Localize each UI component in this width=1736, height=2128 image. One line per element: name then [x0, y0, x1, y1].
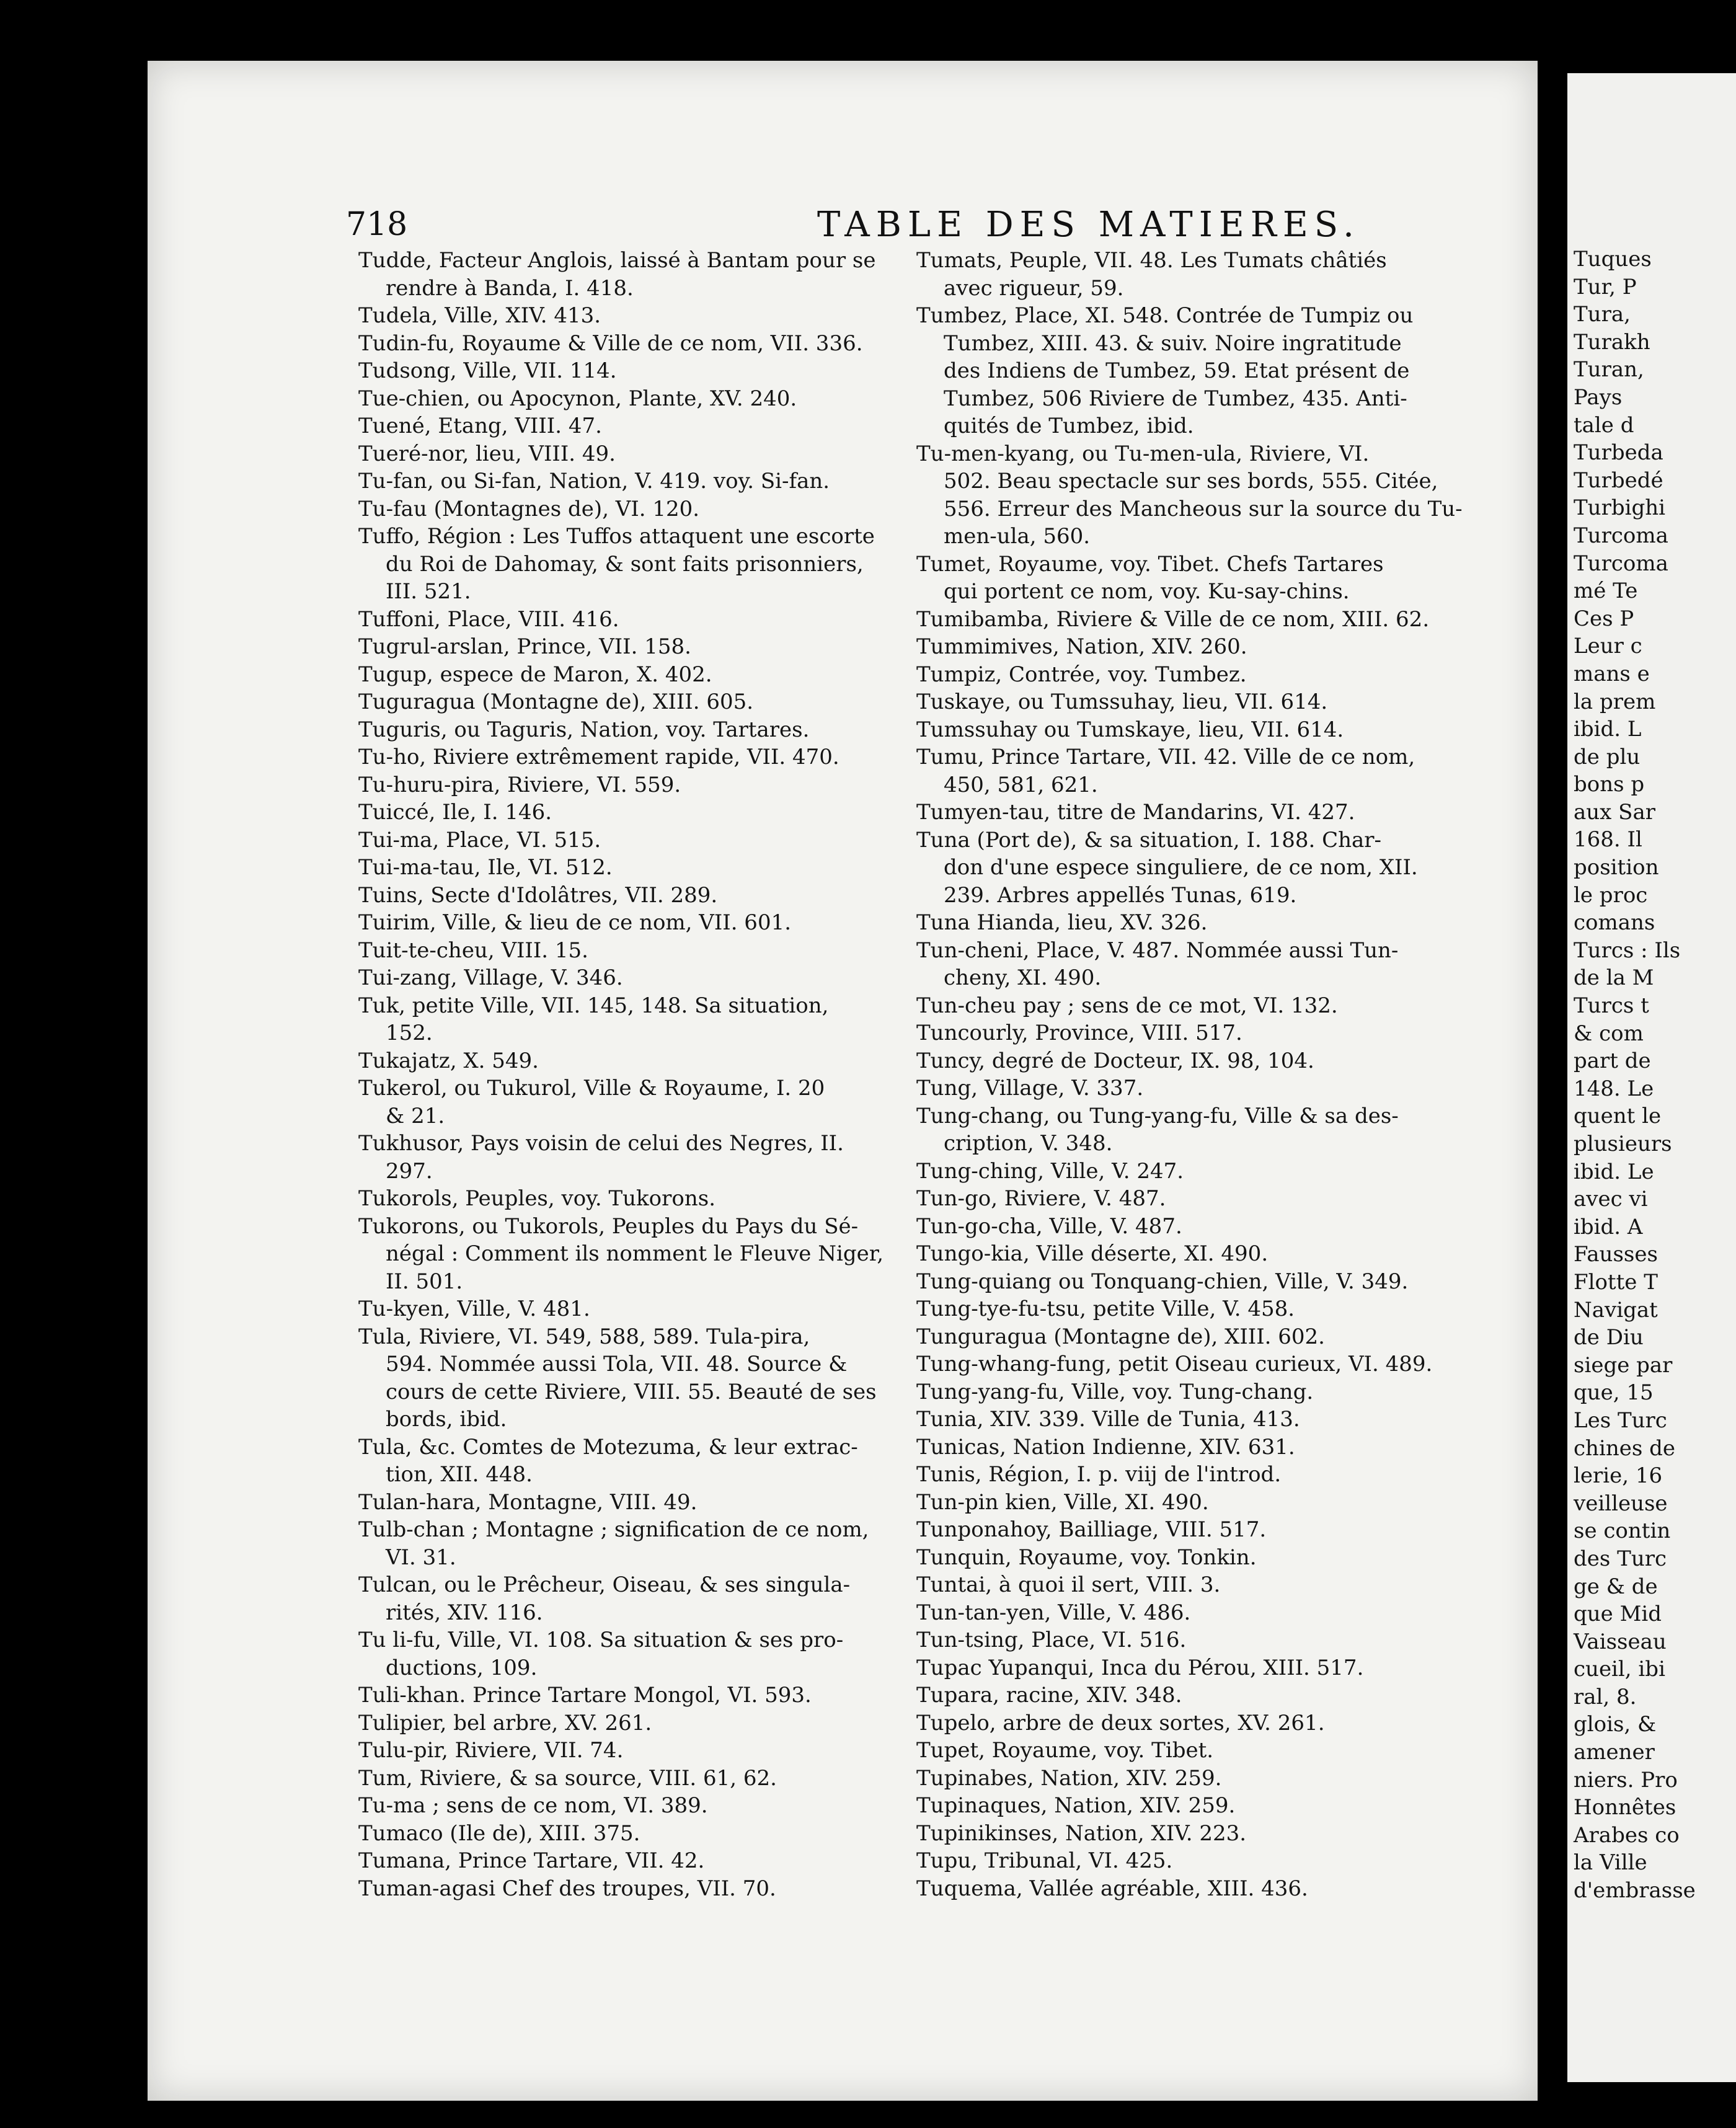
index-entry [916, 1019, 1598, 1047]
index-entry [916, 1434, 1598, 1461]
index-entry [916, 743, 1598, 799]
index-entry-line: Tumyen-tau, titre de Mandarins, VI. 427. [916, 800, 1355, 825]
index-entry-continuation: qui portent ce nom, voy. Ku-say-chins. [944, 579, 1350, 604]
index-entry [916, 1378, 1598, 1406]
index-entry-line: Tunponahoy, Bailliage, VIII. 517. [916, 1517, 1267, 1542]
index-entry-line: Tue-chien, ou Apocynon, Plante, XV. 240. [358, 386, 797, 411]
adjacent-page-line: des Turc [1574, 1546, 1667, 1571]
index-entry-line: Tulcan, ou le Prêcheur, Oiseau, & ses singula- [358, 1572, 851, 1597]
index-entry-line: Tung-quiang ou Tonquang-chien, Ville, V. 349. [916, 1269, 1409, 1294]
adjacent-page-line: Arabes co [1574, 1822, 1680, 1848]
index-entry-line: Tui-ma, Place, VI. 515. [358, 827, 601, 853]
index-entry [916, 1820, 1598, 1848]
index-entry [916, 1268, 1598, 1296]
index-entry [916, 716, 1598, 744]
index-entry-continuation: tion, XII. 448. [386, 1462, 533, 1487]
index-entry-line: Tulan-hara, Montagne, VIII. 49. [358, 1489, 698, 1515]
index-entry-line: Tu-men-kyang, ou Tu-men-ula, Riviere, VI. [916, 441, 1370, 466]
adjacent-page-line: mans e [1574, 661, 1650, 686]
index-entry [916, 1654, 1598, 1682]
index-entry-line: Tun-cheu pay ; sens de ce mot, VI. 132. [916, 993, 1338, 1018]
index-entry-line: Tuntai, à quoi il sert, VIII. 3. [916, 1572, 1221, 1597]
adjacent-page-line: Les Turc [1574, 1408, 1667, 1433]
adjacent-page-line: bons p [1574, 772, 1645, 797]
index-entry-line: Tukajatz, X. 549. [358, 1048, 539, 1073]
index-entry-line: Tung-tye-fu-tsu, petite Ville, V. 458. [916, 1297, 1295, 1321]
index-entry [916, 1350, 1598, 1378]
index-entry [916, 1406, 1598, 1434]
index-entry-line: Tula, &c. Comtes de Motezuma, & leur extrac- [358, 1434, 858, 1460]
index-entry-continuation: quités de Tumbez, ibid. [944, 414, 1194, 438]
adjacent-page-line: la Ville [1574, 1850, 1647, 1876]
index-entry [916, 1737, 1598, 1765]
index-entry-line: Tuiccé, Ile, I. 146. [358, 800, 552, 825]
index-entry-line: Tupinabes, Nation, XIV. 259. [916, 1765, 1222, 1791]
adjacent-page-line: se contin [1574, 1518, 1671, 1544]
adjacent-page-line: Leur c [1574, 634, 1642, 659]
index-entry-line: Tummimives, Nation, XIV. 260. [916, 634, 1247, 659]
index-entry-line: Tumet, Royaume, voy. Tibet. Chefs Tartares [916, 551, 1384, 577]
adjacent-page-line: Turbedé [1574, 468, 1663, 493]
index-entry-line: Tukorols, Peuples, voy. Tukorons. [358, 1186, 716, 1211]
index-entry-line: Tuguris, ou Taguris, Nation, voy. Tartares. [358, 717, 810, 742]
index-entry-line: Tumana, Prince Tartare, VII. 42. [358, 1848, 705, 1873]
index-entry-line: Tupara, racine, XIV. 348. [916, 1683, 1182, 1708]
index-entry-line: Tudde, Facteur Anglois, laissé à Bantam pour se [358, 248, 876, 273]
adjacent-page-fragment [1567, 73, 1736, 2082]
adjacent-page-line: quent le [1574, 1104, 1662, 1129]
index-entry-line: Tung-whang-fung, petit Oiseau curieux, VI. 489. [916, 1352, 1433, 1377]
index-entry [916, 1240, 1598, 1268]
index-entry-line: Tugup, espece de Maron, X. 402. [358, 662, 712, 687]
index-entry-continuation: cours de cette Riviere, VIII. 55. Beauté de ses [386, 1379, 877, 1404]
index-entry-line: Tukerol, ou Tukurol, Ville & Royaume, I. 20 [358, 1076, 825, 1101]
index-entry [916, 606, 1598, 634]
index-entry-continuation: Tumbez, 506 Riviere de Tumbez, 435. Anti- [944, 386, 1407, 411]
index-entry-line: Tun-pin kien, Ville, XI. 490. [916, 1489, 1209, 1515]
index-entry [916, 1047, 1598, 1075]
adjacent-page-line: ibid. L [1574, 717, 1642, 742]
adjacent-page-line: Turcs t [1574, 993, 1649, 1019]
index-entry [916, 1792, 1598, 1820]
adjacent-page-line: Tur, P [1574, 274, 1637, 299]
index-entry-continuation: négal : Comment ils nomment le Fleuve Niger, [386, 1241, 884, 1266]
index-entry-line: Tumats, Peuple, VII. 48. Les Tumats châtiés [916, 248, 1387, 273]
index-entry-line: Tumssuhay ou Tumskaye, lieu, VII. 614. [916, 717, 1344, 742]
index-entry-continuation: rités, XIV. 116. [386, 1600, 543, 1625]
index-entry-line: Tupinikinses, Nation, XIV. 223. [916, 1820, 1247, 1846]
index-entry-line: Tu-ma ; sens de ce nom, VI. 389. [358, 1793, 708, 1818]
adjacent-page-line: mé Te [1574, 579, 1638, 604]
index-entry-line: Tuirim, Ville, & lieu de ce nom, VII. 601. [358, 910, 792, 935]
adjacent-page-line: tale d [1574, 412, 1634, 438]
adjacent-page-line: que Mid [1574, 1602, 1662, 1627]
adjacent-page-line: avec vi [1574, 1187, 1648, 1212]
index-entry-line: Tuffoni, Place, VIII. 416. [358, 606, 619, 632]
index-entry [916, 1323, 1598, 1351]
index-entry [916, 1489, 1598, 1517]
index-entry-continuation: II. 501. [386, 1269, 463, 1294]
page-header [148, 201, 1538, 250]
adjacent-page-line: Tuques [1574, 247, 1652, 272]
index-entry-line: Tuskaye, ou Tumssuhay, lieu, VII. 614. [916, 689, 1328, 714]
adjacent-page-line: Turan, [1574, 357, 1644, 383]
adjacent-page-line: position [1574, 855, 1659, 880]
index-entry [916, 1185, 1598, 1213]
adjacent-page-line: chines de [1574, 1435, 1675, 1461]
adjacent-page-line: Fausses [1574, 1242, 1658, 1267]
index-entry [916, 937, 1598, 992]
index-entry [916, 1709, 1598, 1737]
index-entry-line: Tun-tsing, Place, VI. 516. [916, 1628, 1187, 1652]
adjacent-page-line: Ces P [1574, 606, 1634, 631]
index-entry-line: Tulb-chan ; Montagne ; signification de ce nom, [358, 1517, 869, 1542]
index-entry-line: Tuguragua (Montagne de), XIII. 605. [358, 689, 754, 714]
index-entry-line: Tui-zang, Village, V. 346. [358, 965, 623, 990]
adjacent-page-line: comans [1574, 910, 1655, 936]
index-entry [916, 909, 1598, 937]
index-entry-continuation: cription, V. 348. [944, 1131, 1113, 1156]
index-entry [916, 688, 1598, 716]
adjacent-page-line: Navigat [1574, 1297, 1658, 1323]
index-entry-line: Tuit-te-cheu, VIII. 15. [358, 938, 588, 963]
index-entry-line: Tu-huru-pira, Riviere, VI. 559. [358, 772, 681, 797]
adjacent-page-line: niers. Pro [1574, 1767, 1678, 1793]
index-entry-line: Tukhusor, Pays voisin de celui des Negres, II. [358, 1131, 844, 1156]
index-entry-line: Tung-chang, ou Tung-yang-fu, Ville & sa des- [916, 1103, 1399, 1128]
adjacent-page-line: aux Sar [1574, 799, 1655, 825]
index-entry-line: Tuk, petite Ville, VII. 145, 148. Sa situation, [358, 993, 829, 1018]
adjacent-page-line: Pays [1574, 384, 1623, 410]
index-entry [916, 1213, 1598, 1241]
index-entry-line: Tugrul-arslan, Prince, VII. 158. [358, 634, 691, 659]
adjacent-page-line: Tura, [1574, 302, 1631, 327]
index-entry-line: Tumaco (Ile de), XIII. 375. [358, 1820, 640, 1846]
adjacent-page-line: de la M [1574, 965, 1654, 991]
index-entry [916, 1765, 1598, 1793]
adjacent-page-line: ibid. A [1574, 1214, 1643, 1239]
adjacent-page-line: Turbeda [1574, 440, 1663, 466]
index-entry-line: Tun-go-cha, Ville, V. 487. [916, 1213, 1182, 1239]
index-entry [916, 1461, 1598, 1489]
index-entry-line: Tudela, Ville, XIV. 413. [358, 303, 601, 328]
adjacent-page-line: d'embrasse [1574, 1878, 1696, 1904]
adjacent-page-line: le proc [1574, 882, 1648, 908]
adjacent-page-line: que, 15 [1574, 1380, 1654, 1406]
index-entry-line: Tung, Village, V. 337. [916, 1076, 1144, 1101]
page-number: 718 [346, 206, 408, 243]
index-entry-line: Tun-cheni, Place, V. 487. Nommée aussi Tun- [916, 938, 1399, 963]
index-entry [916, 1599, 1598, 1627]
adjacent-page-line: Turbighi [1574, 495, 1666, 521]
index-entry-line: Tu li-fu, Ville, VI. 108. Sa situation & ses pro- [358, 1628, 844, 1652]
index-entry [916, 1295, 1598, 1323]
index-entry-line: Tuins, Secte d'Idolâtres, VII. 289. [358, 882, 718, 908]
index-entry-line: Tu-fau (Montagnes de), VI. 120. [358, 496, 700, 521]
index-entry-line: Tupac Yupanqui, Inca du Pérou, XIII. 517. [916, 1655, 1364, 1680]
index-entry-line: Tueré-nor, lieu, VIII. 49. [358, 441, 616, 466]
adjacent-page-text [1574, 246, 1696, 1905]
index-entry [916, 992, 1598, 1020]
index-entry-line: Tum, Riviere, & sa source, VIII. 61, 62. [358, 1765, 777, 1791]
index-entry-line: Tun-tan-yen, Ville, V. 486. [916, 1600, 1191, 1625]
index-entry [916, 1626, 1598, 1654]
adjacent-page-line: Turcoma [1574, 551, 1668, 576]
index-entry-line: Tuncy, degré de Docteur, IX. 98, 104. [916, 1048, 1314, 1073]
index-entry-continuation: VI. 31. [386, 1545, 456, 1570]
index-entry-continuation: don d'une espece singuliere, de ce nom, XII. [944, 855, 1418, 880]
index-entry-continuation: Tumbez, XIII. 43. & suiv. Noire ingratitude [944, 330, 1402, 356]
index-entry [916, 661, 1598, 689]
index-entry-line: Tudin-fu, Royaume & Ville de ce nom, VII. 336. [358, 330, 863, 356]
index-entry-line: Tuna (Port de), & sa situation, I. 188. Char- [916, 827, 1382, 853]
adjacent-page-line: la prem [1574, 689, 1656, 714]
index-entry-line: Tun-go, Riviere, V. 487. [916, 1186, 1166, 1211]
index-entry-continuation: ductions, 109. [386, 1655, 538, 1680]
index-entry [916, 551, 1598, 606]
index-entry-continuation: du Roi de Dahomay, & sont faits prisonniers, [386, 551, 864, 577]
adjacent-page-line: Vaisseau [1574, 1629, 1667, 1654]
index-entry-line: Tuli-khan. Prince Tartare Mongol, VI. 593. [358, 1683, 812, 1708]
index-entry-line: Tu-ho, Riviere extrêmement rapide, VII. 470. [358, 745, 839, 769]
adjacent-page-line: part de [1574, 1048, 1651, 1074]
index-entry [916, 302, 1598, 440]
index-entry-continuation: 502. Beau spectacle sur ses bords, 555. Citée, [944, 469, 1438, 494]
adjacent-page-line: ral, 8. [1574, 1684, 1637, 1709]
adjacent-page-line: lerie, 16 [1574, 1463, 1663, 1489]
index-entry-line: Tupet, Royaume, voy. Tibet. [916, 1738, 1214, 1763]
index-entry-continuation: III. 521. [386, 579, 471, 604]
index-entry-line: Tudsong, Ville, VII. 114. [358, 358, 617, 383]
index-entry-line: Tunguragua (Montagne de), XIII. 602. [916, 1324, 1325, 1349]
adjacent-page-line: plusieurs [1574, 1132, 1672, 1156]
index-entry-continuation: 556. Erreur des Mancheous sur la source du Tu- [944, 496, 1463, 521]
adjacent-page-line: amener [1574, 1740, 1655, 1765]
index-entry-continuation: men-ula, 560. [944, 524, 1091, 549]
index-entry-line: Tumpiz, Contrée, voy. Tumbez. [916, 662, 1247, 687]
adjacent-page-line: ibid. Le [1574, 1159, 1654, 1184]
index-entry-line: Tuman-agasi Chef des troupes, VII. 70. [358, 1876, 776, 1901]
adjacent-page-line: Honnêtes [1574, 1795, 1676, 1820]
index-entry-continuation: 594. Nommée aussi Tola, VII. 48. Source & [386, 1352, 848, 1377]
book-page [148, 61, 1538, 2101]
index-entry [916, 1875, 1598, 1903]
running-title: TABLE DES MATIERES. [817, 205, 1360, 245]
index-entry-line: Tung-yang-fu, Ville, voy. Tung-chang. [916, 1379, 1314, 1404]
index-entry-line: Tunquin, Royaume, voy. Tonkin. [916, 1545, 1257, 1570]
index-entry-line: Tuffo, Région : Les Tuffos attaquent une escorte [358, 524, 875, 549]
adjacent-page-line: Turcs : Ils [1574, 938, 1681, 963]
adjacent-page-line: de plu [1574, 744, 1641, 769]
adjacent-page-line: Turakh [1574, 329, 1650, 355]
index-entry-line: Tula, Riviere, VI. 549, 588, 589. Tula-pira, [358, 1324, 810, 1349]
index-entry [916, 1544, 1598, 1572]
index-column-right [916, 247, 1598, 1902]
index-entry-line: Tukorons, ou Tukorols, Peuples du Pays du Sé- [358, 1213, 859, 1239]
index-entry [916, 827, 1598, 910]
index-entry [916, 1102, 1598, 1158]
index-entry-continuation: 152. [386, 1021, 433, 1045]
adjacent-page-line: glois, & [1574, 1712, 1657, 1737]
index-entry-line: Tunicas, Nation Indienne, XIV. 631. [916, 1434, 1295, 1460]
index-entry-line: Tui-ma-tau, Ile, VI. 512. [358, 855, 613, 880]
adjacent-page-line: veilleuse [1574, 1491, 1668, 1516]
index-entry [916, 799, 1598, 827]
index-entry-line: Tupelo, arbre de deux sortes, XV. 261. [916, 1710, 1325, 1736]
index-entry-line: Tu-kyen, Ville, V. 481. [358, 1297, 590, 1321]
adjacent-page-line: siege par [1574, 1352, 1673, 1378]
index-entry-line: Tuquema, Vallée agréable, XIII. 436. [916, 1876, 1308, 1901]
adjacent-page-line: Flotte T [1574, 1269, 1658, 1295]
index-entry-continuation: avec rigueur, 59. [944, 275, 1124, 301]
index-entry [916, 1571, 1598, 1599]
index-entry [916, 1682, 1598, 1709]
adjacent-page-line: Turcoma [1574, 523, 1668, 548]
index-entry-line: Tumu, Prince Tartare, VII. 42. Ville de ce nom, [916, 745, 1415, 769]
index-entry-line: Tulipier, bel arbre, XV. 261. [358, 1710, 652, 1736]
index-entry-line: Tuncourly, Province, VIII. 517. [916, 1021, 1242, 1045]
index-entry-continuation: des Indiens de Tumbez, 59. Etat présent de [944, 358, 1410, 383]
index-entry-continuation: & 21. [386, 1103, 445, 1128]
index-entry [916, 247, 1598, 302]
index-entry-line: Tumbez, Place, XI. 548. Contrée de Tumpiz ou [916, 303, 1414, 328]
index-entry-line: Tuené, Etang, VIII. 47. [358, 414, 602, 438]
index-entry [916, 440, 1598, 551]
index-entry [916, 633, 1598, 661]
index-entry-continuation: bords, ibid. [386, 1407, 507, 1432]
index-entry-line: Tulu-pir, Riviere, VII. 74. [358, 1738, 624, 1763]
adjacent-page-line: & com [1574, 1021, 1644, 1046]
index-entry-line: Tupinaques, Nation, XIV. 259. [916, 1793, 1236, 1818]
index-entry-continuation: rendre à Banda, I. 418. [386, 275, 634, 301]
adjacent-page-line: cueil, ibi [1574, 1657, 1665, 1682]
index-entry-continuation: 297. [386, 1158, 433, 1184]
index-entry-line: Tunis, Région, I. p. viij de l'introd. [916, 1462, 1282, 1487]
adjacent-page-line: 168. Il [1574, 827, 1642, 853]
index-entry-line: Tuna Hianda, lieu, XV. 326. [916, 910, 1208, 935]
index-entry [916, 1847, 1598, 1875]
index-entry-line: Tung-ching, Ville, V. 247. [916, 1158, 1184, 1184]
index-entry [916, 1158, 1598, 1186]
index-entry-line: Tungo-kia, Ville déserte, XI. 490. [916, 1241, 1269, 1266]
adjacent-page-line: de Diu [1574, 1325, 1644, 1350]
index-entry-line: Tunia, XIV. 339. Ville de Tunia, 413. [916, 1407, 1300, 1432]
index-entry-continuation: cheny, XI. 490. [944, 965, 1102, 990]
index-entry [916, 1075, 1598, 1102]
adjacent-page-line: ge & de [1574, 1574, 1658, 1599]
index-entry-line: Tu-fan, ou Si-fan, Nation, V. 419. voy. Si-fan. [358, 469, 830, 494]
index-entry-continuation: 450, 581, 621. [944, 772, 1098, 797]
index-entry-line: Tumibamba, Riviere & Ville de ce nom, XIII. 62. [916, 606, 1430, 632]
adjacent-page-line: 148. Le [1574, 1076, 1654, 1101]
index-entry-line: Tupu, Tribunal, VI. 425. [916, 1848, 1173, 1873]
index-entry [916, 1516, 1598, 1544]
index-entry-continuation: 239. Arbres appellés Tunas, 619. [944, 882, 1297, 908]
